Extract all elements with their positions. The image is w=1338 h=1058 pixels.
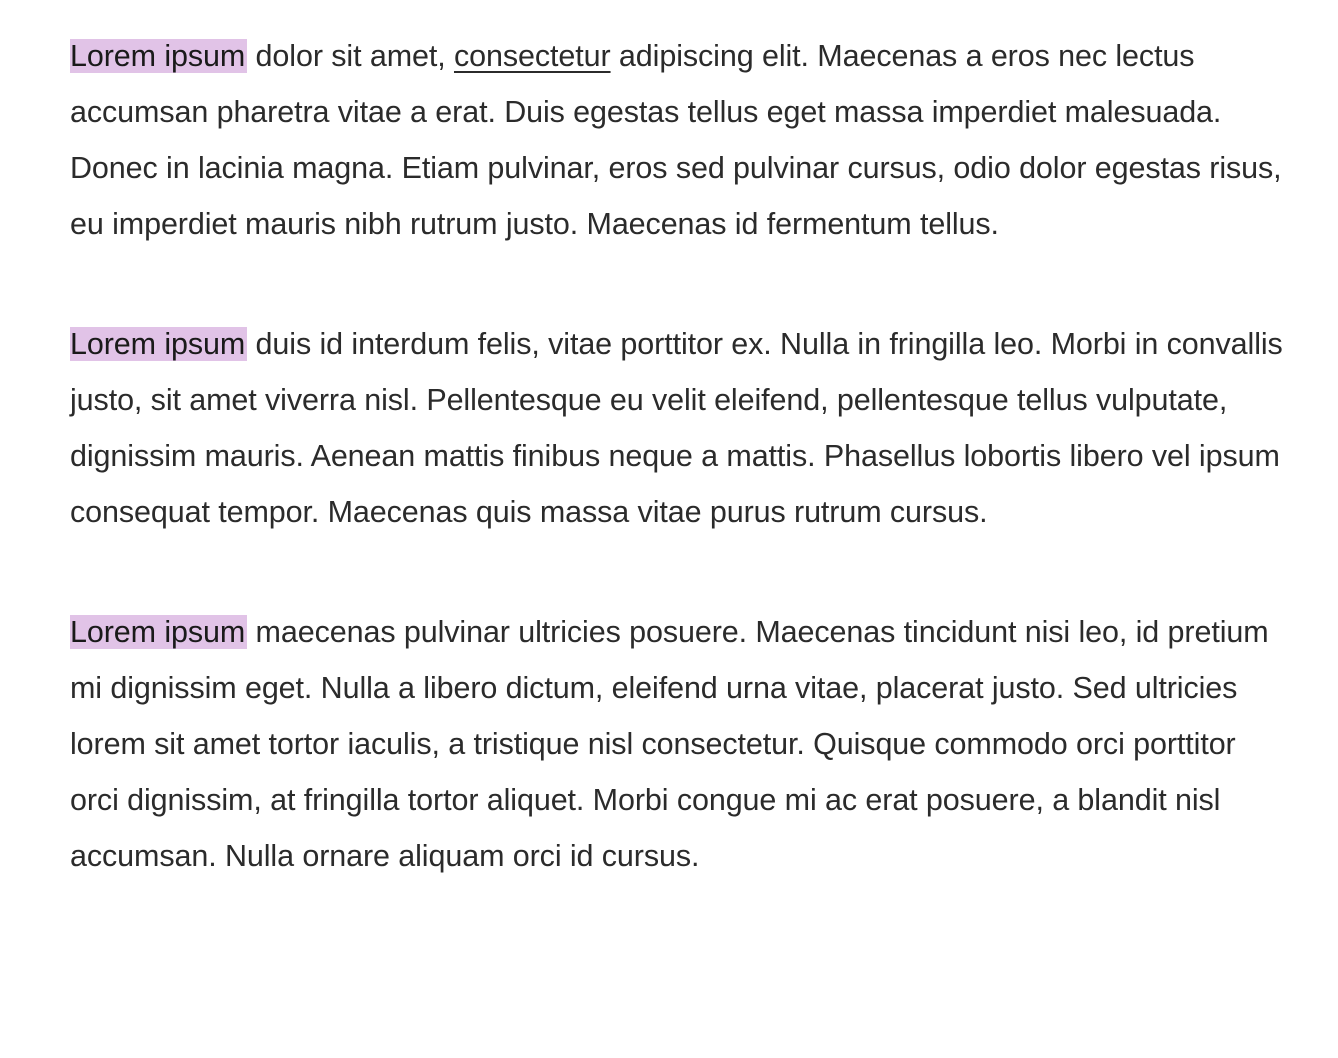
consectetur-link[interactable]: consectetur [453,39,611,73]
document-body [70,28,1285,948]
paragraph-text: dolor sit amet, [247,39,454,73]
highlighted-text: Lorem ipsum [70,39,246,73]
paragraph-2 [70,316,1285,540]
paragraph-text: maecenas pulvinar ultricies posuere. Maecenas tincidunt nisi leo, id pretium mi dignissim eget. Nulla a libero dictum, eleifend urna vitae, placerat justo. Sed ultricies lorem sit amet tortor iaculis, a tristique nisl consectetur. Quisque commodo orci porttitor orci dignissim, at fringilla tortor aliquet. Morbi congue mi ac erat posuere, a blandit nisl accumsan. Nulla ornare aliquam orci id cursus. [70,615,1269,873]
highlighted-text: Lorem ipsum [70,615,246,649]
paragraph-text: adipiscing elit. Maecenas a eros nec lectus accumsan pharetra vitae a erat. Duis egestas tellus eget massa imperdiet malesuada. Donec in lacinia magna. Etiam pulvinar, eros sed pulvinar cursus, odio dolor egestas risus, eu imperdiet mauris nibh rutrum justo. Maecenas id fermentum tellus. [70,39,1282,241]
paragraph-text: duis id interdum felis, vitae porttitor ex. Nulla in fringilla leo. Morbi in convallis justo, sit amet viverra nisl. Pellentesque eu velit eleifend, pellentesque tellus vulputate, dignissim mauris. Aenean mattis finibus neque a mattis. Phasellus lobortis libero vel ipsum consequat tempor. Maecenas quis massa vitae purus rutrum cursus. [70,327,1283,529]
highlighted-text: Lorem ipsum [70,327,246,361]
paragraph-3 [70,604,1285,884]
paragraph-1 [70,28,1285,252]
